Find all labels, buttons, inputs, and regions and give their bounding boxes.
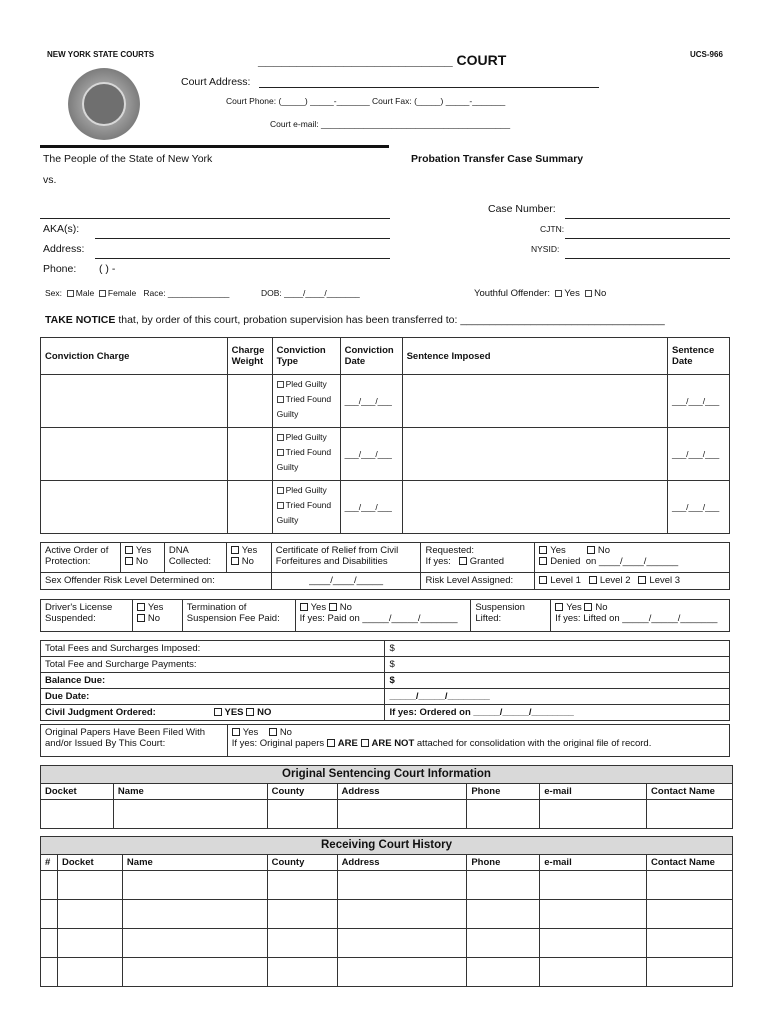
- papers-are-label: ARE: [337, 738, 358, 749]
- aka-label: AKA(s):: [43, 223, 80, 235]
- denied-label: Denied: [550, 556, 581, 567]
- case-number-field[interactable]: [565, 218, 730, 219]
- papers-if-yes-label: If yes: Original papers: [231, 738, 325, 749]
- sentence-cell[interactable]: [402, 481, 667, 534]
- total-payments-label: Total Fee and Surcharge Payments:: [41, 657, 385, 673]
- sex-label: Sex:: [45, 288, 63, 298]
- risk-level-options: [535, 573, 730, 590]
- charge-cell[interactable]: [41, 375, 228, 428]
- address-cell[interactable]: [337, 958, 467, 987]
- license-no-checkbox[interactable]: [137, 614, 145, 622]
- table-row: [41, 929, 733, 958]
- header-charge-weight: Charge Weight: [227, 338, 272, 375]
- level-2-checkbox[interactable]: [589, 576, 597, 584]
- docket-cell[interactable]: [57, 871, 122, 900]
- col-phone: Phone: [467, 855, 540, 871]
- original-court-title: Original Sentencing Court Information: [41, 766, 733, 784]
- sentence-cell[interactable]: [402, 428, 667, 481]
- sex-offender-date[interactable]: ____/____/_____: [271, 573, 421, 590]
- balance-due-amount[interactable]: $: [385, 673, 730, 689]
- header-sentence-imposed: Sentence Imposed: [402, 338, 667, 375]
- receiving-court-table: [40, 836, 733, 987]
- court-address-field[interactable]: [259, 87, 599, 88]
- paid-on-field[interactable]: If yes: Paid on _____/_____/_______: [299, 613, 458, 624]
- phone-cell[interactable]: [467, 871, 540, 900]
- table-row: [41, 375, 730, 428]
- county-cell[interactable]: [267, 900, 337, 929]
- header-conviction-type: Conviction Type: [272, 338, 340, 375]
- sentence-date-cell[interactable]: ___/___/___: [667, 428, 729, 481]
- tried-guilty-label: Tried Found Guilty: [276, 394, 332, 419]
- civil-yes-label: YES: [224, 707, 244, 718]
- termination-options: [295, 600, 471, 632]
- balance-due-label: Balance Due:: [41, 673, 385, 689]
- header-conviction-date: Conviction Date: [340, 338, 402, 375]
- col-phone: Phone: [467, 784, 540, 800]
- address-cell[interactable]: [337, 800, 467, 829]
- certificate-label: Certificate of Relief from Civil Forfeitures and Disabilities: [271, 543, 421, 573]
- dna-no-checkbox[interactable]: [231, 557, 239, 565]
- take-notice-text: that, by order of this court, probation supervision has been transferred to: ___________________________________: [118, 314, 665, 326]
- col-contact-name: Contact Name: [647, 784, 733, 800]
- fees-table: [40, 640, 730, 721]
- active-order-no-checkbox[interactable]: [125, 557, 133, 565]
- pled-guilty-checkbox[interactable]: [277, 434, 284, 441]
- no-label: No: [147, 613, 161, 624]
- risk-assigned-label: Risk Level Assigned:: [421, 573, 535, 590]
- female-checkbox[interactable]: [99, 290, 106, 297]
- email-cell[interactable]: [540, 900, 647, 929]
- active-order-label: Active Order of Protection:: [41, 543, 121, 573]
- sentence-date-cell[interactable]: ___/___/___: [667, 375, 729, 428]
- address-cell[interactable]: [337, 871, 467, 900]
- papers-are-checkbox[interactable]: [327, 739, 335, 747]
- table-row: [41, 481, 730, 534]
- col-contact-name: Contact Name: [647, 855, 733, 871]
- civil-yes-checkbox[interactable]: [214, 708, 222, 716]
- phone-label: Phone:: [43, 263, 77, 275]
- total-imposed-amount[interactable]: $: [385, 641, 730, 657]
- header-conviction-charge: Conviction Charge: [41, 338, 228, 375]
- nysid-field[interactable]: [565, 258, 730, 259]
- if-yes-label: If yes:: [425, 556, 451, 567]
- civil-no-checkbox[interactable]: [246, 708, 254, 716]
- type-cell: [272, 375, 340, 428]
- col-number: #: [41, 855, 58, 871]
- total-payments-amount[interactable]: $: [385, 657, 730, 673]
- original-papers-label: Original Papers Have Been Filed With and/or Issued By This Court:: [41, 725, 228, 757]
- civil-judgment-row: [41, 705, 385, 721]
- due-date-label: Due Date:: [41, 689, 385, 705]
- papers-tail-text: attached for consolidation with the original file of record.: [416, 738, 652, 749]
- papers-are-not-label: ARE NOT: [371, 738, 415, 749]
- tried-guilty-label: Tried Found Guilty: [276, 500, 332, 525]
- col-docket: Docket: [41, 784, 114, 800]
- level-2-label: Level 2: [599, 575, 631, 586]
- case-number-label: Case Number:: [488, 203, 556, 215]
- youthful-no-label: No: [594, 288, 607, 299]
- male-label: Male: [75, 288, 95, 298]
- number-cell[interactable]: [41, 929, 58, 958]
- no-label: No: [135, 556, 149, 567]
- name-cell[interactable]: [122, 929, 267, 958]
- charge-cell[interactable]: [41, 428, 228, 481]
- col-address: Address: [337, 855, 467, 871]
- due-date-field[interactable]: _____/_____/________: [385, 689, 730, 705]
- level-1-label: Level 1: [550, 575, 581, 586]
- total-imposed-label: Total Fees and Surcharges Imposed:: [41, 641, 385, 657]
- sentence-date-cell[interactable]: ___/___/___: [667, 481, 729, 534]
- docket-cell[interactable]: [57, 958, 122, 987]
- people-caption: The People of the State of New York: [43, 153, 213, 165]
- county-cell[interactable]: [267, 871, 337, 900]
- requested-label: Requested:: [425, 545, 475, 556]
- agency-name: NEW YORK STATE COURTS: [47, 50, 155, 59]
- conviction-table: [40, 337, 730, 534]
- pled-guilty-checkbox[interactable]: [277, 487, 284, 494]
- header-sentence-date: Sentence Date: [667, 338, 729, 375]
- address-cell[interactable]: [337, 929, 467, 958]
- sex-row: [45, 288, 229, 298]
- contact-cell[interactable]: [647, 800, 733, 829]
- papers-are-not-checkbox[interactable]: [361, 739, 369, 747]
- court-email-line[interactable]: Court e-mail: ________________________________________: [270, 119, 511, 129]
- drivers-license-options: [132, 600, 182, 632]
- denied-checkbox[interactable]: [539, 557, 547, 565]
- requested-labels: [421, 543, 535, 573]
- form-id: UCS-966: [690, 50, 723, 59]
- contact-cell[interactable]: [647, 900, 733, 929]
- phone-cell[interactable]: [467, 800, 540, 829]
- cjtn-label: CJTN:: [540, 224, 565, 234]
- email-cell[interactable]: [540, 800, 647, 829]
- col-email: e-mail: [540, 784, 647, 800]
- no-label: No: [597, 545, 611, 556]
- lifted-no-checkbox[interactable]: [584, 603, 592, 611]
- yes-label: Yes: [242, 727, 259, 738]
- yes-label: Yes: [135, 545, 152, 556]
- address-label: Address:: [43, 243, 85, 255]
- weight-cell[interactable]: [227, 428, 272, 481]
- level-1-checkbox[interactable]: [539, 576, 547, 584]
- suspension-lifted-options: [551, 600, 730, 632]
- lifted-yes-checkbox[interactable]: [555, 603, 563, 611]
- requested-yes-checkbox[interactable]: [539, 546, 547, 554]
- drivers-license-label: Driver's License Suspended:: [41, 600, 133, 632]
- youthful-yes-label: Yes: [564, 288, 580, 299]
- tried-guilty-checkbox[interactable]: [277, 502, 284, 509]
- granted-checkbox[interactable]: [459, 557, 467, 565]
- number-cell[interactable]: [41, 900, 58, 929]
- vs-text: vs.: [43, 174, 57, 186]
- court-phone-fax-line[interactable]: Court Phone: (_____) _____-_______ Court Fax: (_____) _____-_______: [226, 96, 506, 106]
- email-cell[interactable]: [540, 871, 647, 900]
- yes-label: Yes: [550, 545, 566, 556]
- license-table: [40, 599, 730, 632]
- tried-guilty-checkbox[interactable]: [277, 449, 284, 456]
- contact-cell[interactable]: [647, 871, 733, 900]
- contact-cell[interactable]: [647, 929, 733, 958]
- county-cell[interactable]: [267, 958, 337, 987]
- youthful-offender-row: [474, 288, 606, 299]
- col-name: Name: [113, 784, 267, 800]
- requested-options: [535, 543, 730, 573]
- no-label: No: [595, 602, 608, 613]
- seal-emblem-icon: [82, 82, 126, 126]
- docket-cell[interactable]: [57, 900, 122, 929]
- yes-label: Yes: [147, 602, 164, 613]
- court-title[interactable]: _________________________ COURT: [258, 52, 507, 68]
- yes-label: Yes: [566, 602, 582, 613]
- papers-table: [40, 724, 730, 757]
- dna-yes-checkbox[interactable]: [231, 546, 239, 554]
- termination-label: Termination of Suspension Fee Paid:: [182, 600, 295, 632]
- pled-guilty-label: Pled Guilty: [285, 379, 327, 389]
- receiving-court-title: Receiving Court History: [41, 837, 733, 855]
- aka-field[interactable]: [95, 238, 390, 239]
- orders-table: [40, 542, 730, 590]
- youthful-offender-label: Youthful Offender:: [474, 288, 551, 299]
- conviction-date-cell[interactable]: ___/___/___: [340, 481, 402, 534]
- phone-field[interactable]: ( ) -: [99, 263, 116, 275]
- denied-on-field[interactable]: on ____/____/______: [585, 556, 679, 567]
- county-cell[interactable]: [267, 800, 337, 829]
- defendant-name-field[interactable]: [40, 218, 390, 219]
- weight-cell[interactable]: [227, 481, 272, 534]
- no-label: No: [279, 727, 292, 738]
- level-3-label: Level 3: [649, 575, 681, 586]
- court-address-label: Court Address:: [181, 76, 251, 88]
- address-cell[interactable]: [337, 900, 467, 929]
- col-county: County: [267, 784, 337, 800]
- dna-options: [226, 543, 271, 573]
- active-order-yes-checkbox[interactable]: [125, 546, 133, 554]
- civil-ordered-on-field[interactable]: If yes: Ordered on _____/_____/________: [385, 705, 730, 721]
- charge-cell[interactable]: [41, 481, 228, 534]
- youthful-yes-checkbox[interactable]: [555, 290, 562, 297]
- document-title: Probation Transfer Case Summary: [411, 153, 584, 165]
- take-notice-lead: TAKE NOTICE: [45, 314, 116, 326]
- termination-no-checkbox[interactable]: [329, 603, 337, 611]
- youthful-no-checkbox[interactable]: [585, 290, 592, 297]
- table-row: [41, 871, 733, 900]
- male-checkbox[interactable]: [67, 290, 74, 297]
- col-docket: Docket: [57, 855, 122, 871]
- yes-label: Yes: [310, 602, 327, 613]
- license-yes-checkbox[interactable]: [137, 603, 145, 611]
- email-cell[interactable]: [540, 929, 647, 958]
- sex-offender-label: Sex Offender Risk Level Determined on:: [41, 573, 272, 590]
- type-cell: [272, 481, 340, 534]
- no-label: No: [339, 602, 352, 613]
- docket-cell[interactable]: [41, 800, 114, 829]
- contact-cell[interactable]: [647, 958, 733, 987]
- name-cell[interactable]: [122, 871, 267, 900]
- tried-guilty-checkbox[interactable]: [277, 396, 284, 403]
- granted-label: Granted: [469, 556, 505, 567]
- table-row: [41, 800, 733, 829]
- conviction-date-cell[interactable]: ___/___/___: [340, 375, 402, 428]
- papers-no-checkbox[interactable]: [269, 728, 277, 736]
- phone-cell[interactable]: [467, 900, 540, 929]
- sentence-cell[interactable]: [402, 375, 667, 428]
- court-seal: [68, 68, 140, 140]
- termination-yes-checkbox[interactable]: [300, 603, 308, 611]
- nysid-label: NYSID:: [531, 244, 560, 254]
- original-court-table: [40, 765, 733, 829]
- name-cell[interactable]: [113, 800, 267, 829]
- phone-cell[interactable]: [467, 958, 540, 987]
- email-cell[interactable]: [540, 958, 647, 987]
- phone-cell[interactable]: [467, 929, 540, 958]
- pled-guilty-checkbox[interactable]: [277, 381, 284, 388]
- number-cell[interactable]: [41, 871, 58, 900]
- dna-label: DNA Collected:: [164, 543, 226, 573]
- type-cell: [272, 428, 340, 481]
- lifted-on-field[interactable]: If yes: Lifted on _____/_____/_______: [555, 613, 718, 624]
- civil-judgment-label: Civil Judgment Ordered:: [45, 707, 156, 718]
- suspension-lifted-label: Suspension Lifted:: [471, 600, 551, 632]
- female-label: Female: [107, 288, 137, 298]
- original-papers-options: [227, 725, 729, 757]
- conviction-date-cell[interactable]: ___/___/___: [340, 428, 402, 481]
- civil-no-label: NO: [257, 707, 272, 718]
- requested-no-checkbox[interactable]: [587, 546, 595, 554]
- col-address: Address: [337, 784, 467, 800]
- weight-cell[interactable]: [227, 375, 272, 428]
- no-label: No: [241, 556, 254, 567]
- pled-guilty-label: Pled Guilty: [285, 485, 327, 495]
- take-notice[interactable]: [45, 314, 665, 326]
- level-3-checkbox[interactable]: [638, 576, 646, 584]
- yes-label: Yes: [241, 545, 258, 556]
- county-cell[interactable]: [267, 929, 337, 958]
- cjtn-field[interactable]: [565, 238, 730, 239]
- active-order-options: [120, 543, 164, 573]
- docket-cell[interactable]: [57, 929, 122, 958]
- race-field[interactable]: Race: _____________: [143, 288, 230, 298]
- col-email: e-mail: [540, 855, 647, 871]
- address-field[interactable]: [95, 258, 390, 259]
- number-cell[interactable]: [41, 958, 58, 987]
- col-name: Name: [122, 855, 267, 871]
- papers-yes-checkbox[interactable]: [232, 728, 240, 736]
- col-county: County: [267, 855, 337, 871]
- caption-rule: [40, 145, 389, 148]
- pled-guilty-label: Pled Guilty: [285, 432, 327, 442]
- table-row: [41, 958, 733, 987]
- table-row: [41, 428, 730, 481]
- name-cell[interactable]: [122, 958, 267, 987]
- table-row: [41, 900, 733, 929]
- dob-field[interactable]: DOB: ____/____/_______: [261, 288, 360, 298]
- name-cell[interactable]: [122, 900, 267, 929]
- tried-guilty-label: Tried Found Guilty: [276, 447, 332, 472]
